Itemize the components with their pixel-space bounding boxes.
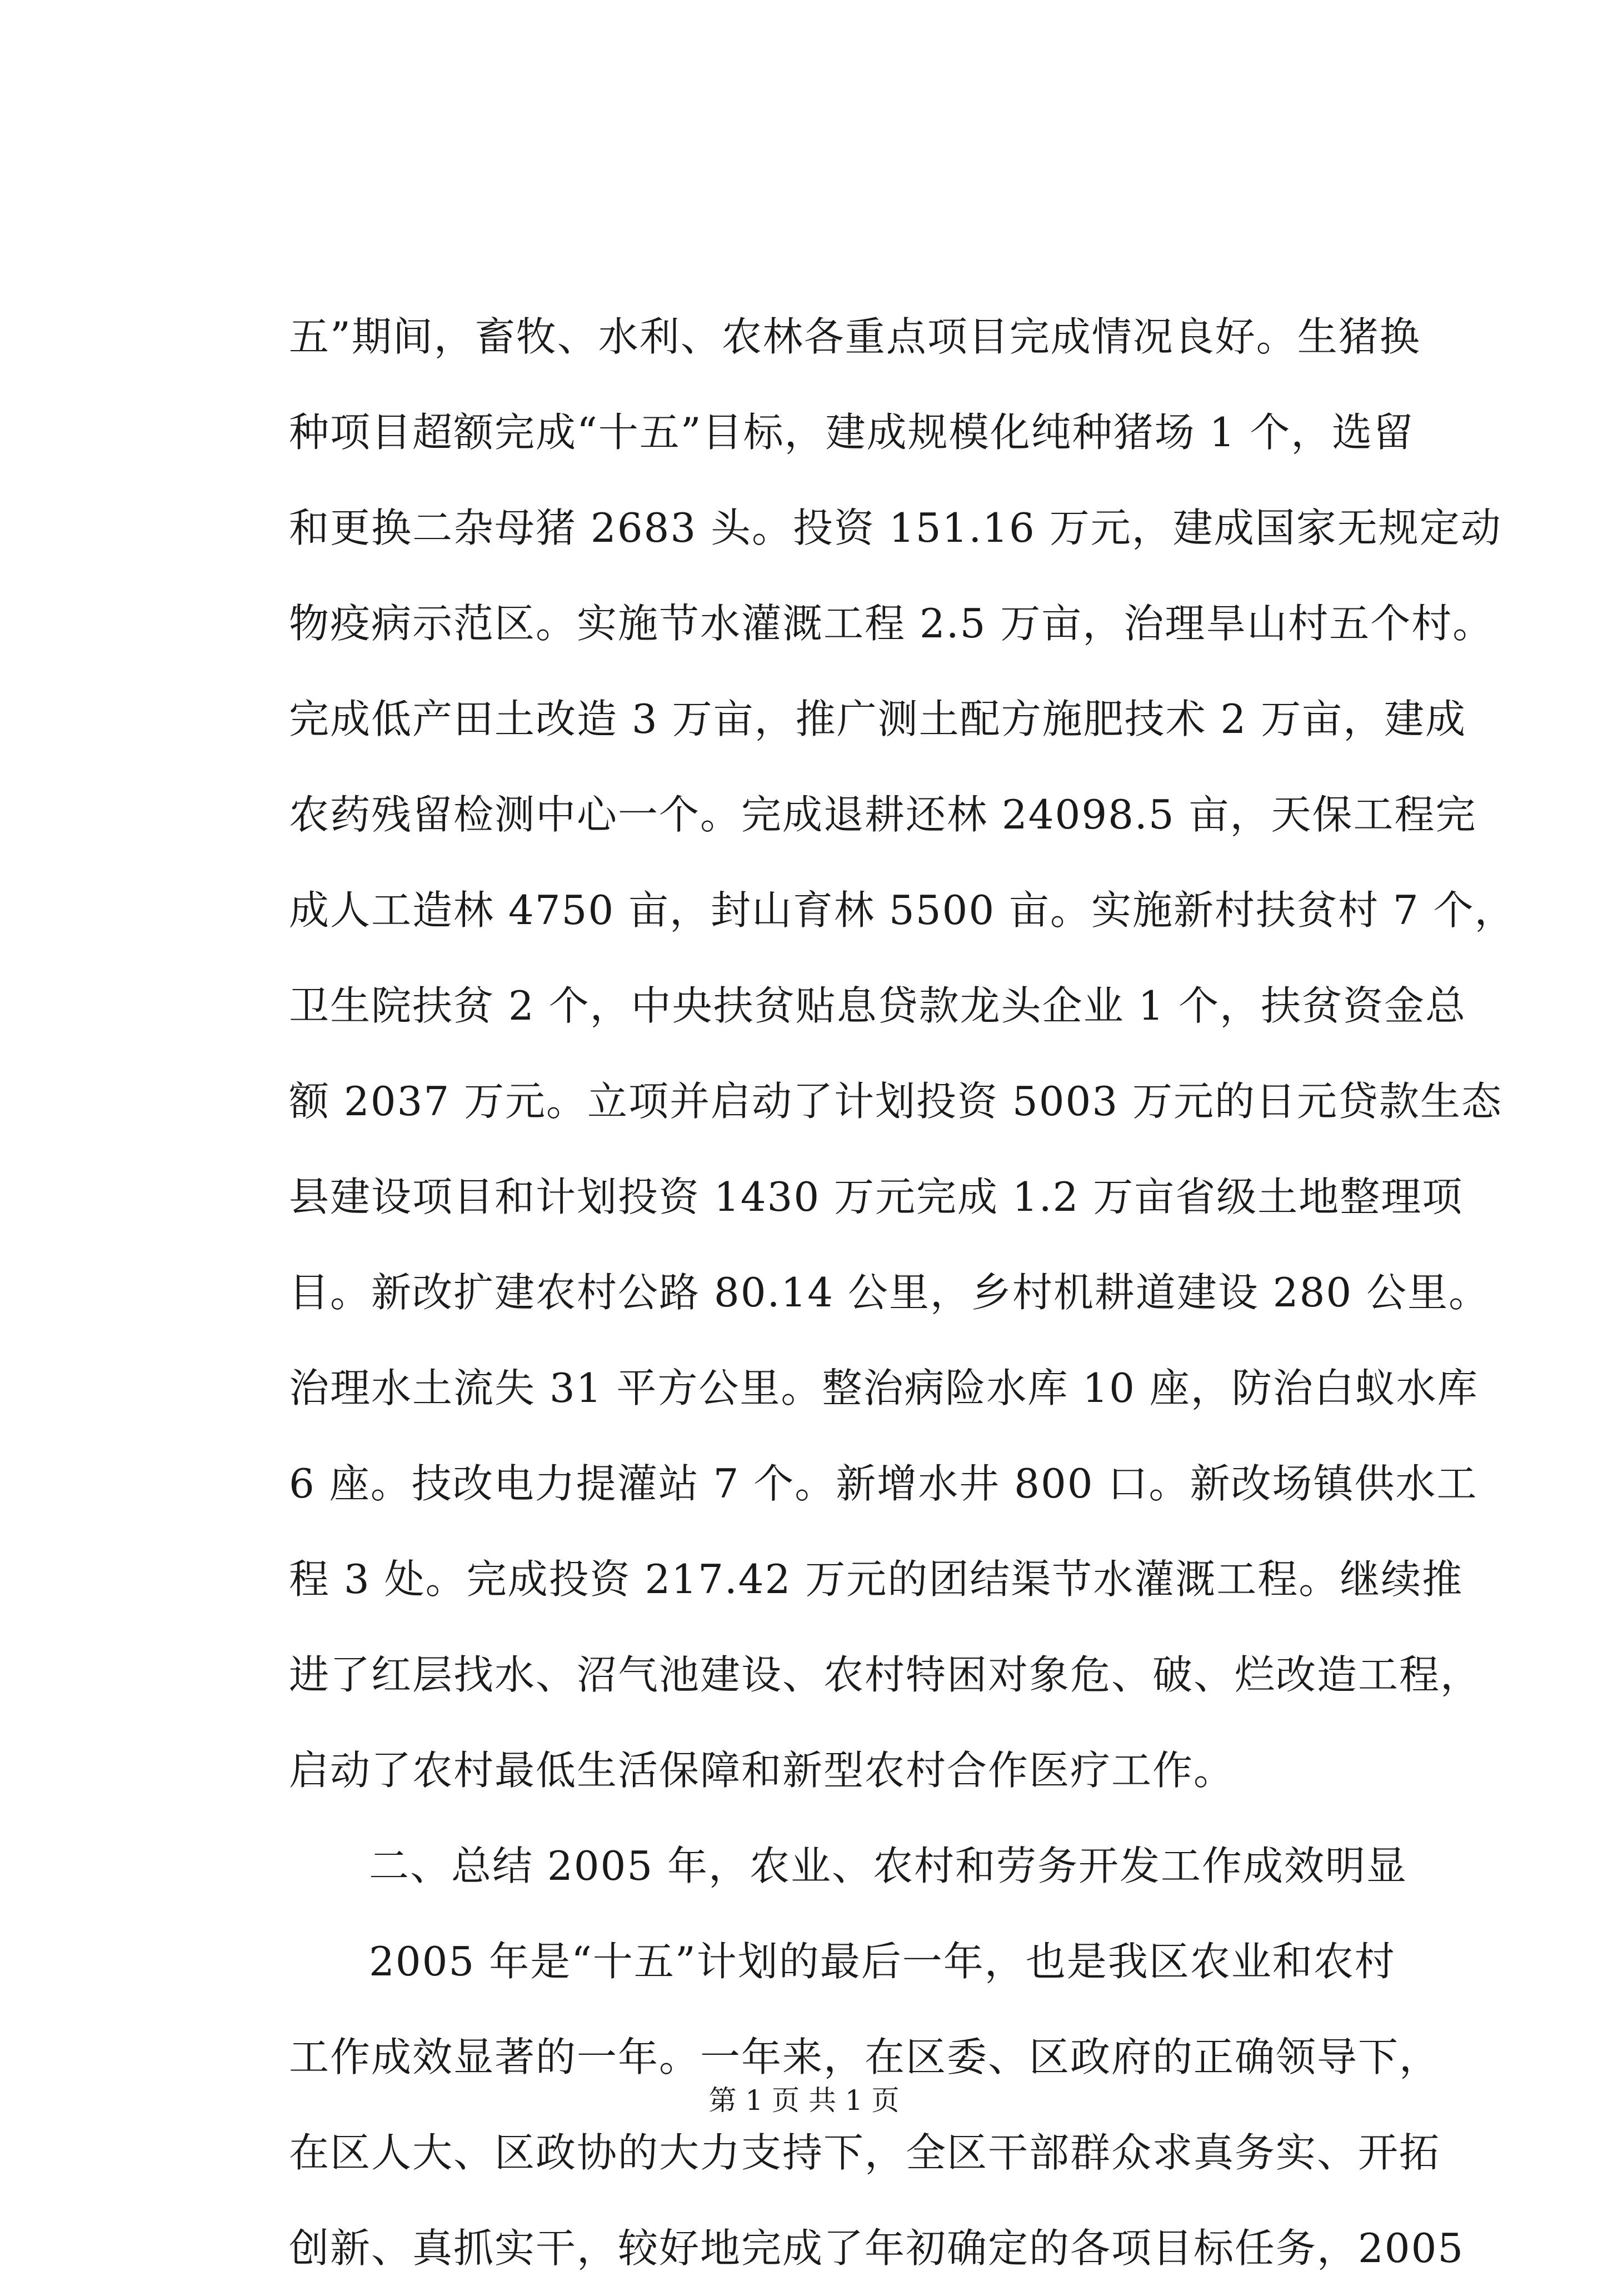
text-line: 目。新改扩建农村公路 80.14 公里，乡村机耕道建设 280 公里。 <box>289 1269 1490 1316</box>
text-line: 治理水土流失 31 平方公里。整治病险水库 10 座，防治白蚁水库 <box>289 1365 1479 1411</box>
text-line: 成人工造林 4750 亩，封山育林 5500 亩。实施新村扶贫村 7 个， <box>289 887 1516 934</box>
text-line: 农药残留检测中心一个。完成退耕还林 24098.5 亩，天保工程完 <box>289 791 1477 838</box>
text-line: 工作成效显著的一年。一年来，在区委、区政府的正确领导下， <box>289 2034 1441 2080</box>
text-line: 程 3 处。完成投资 217.42 万元的团结渠节水灌溉工程。继续推 <box>289 1556 1464 1603</box>
text-line: 县建设项目和计划投资 1430 万元完成 1.2 万亩省级土地整理项 <box>289 1174 1464 1220</box>
text-line: 卫生院扶贫 2 个，中央扶贫贴息贷款龙头企业 1 个，扶贫资金总 <box>289 982 1467 1029</box>
text-line: 物疫病示范区。实施节水灌溉工程 2.5 万亩，治理旱山村五个村。 <box>289 600 1494 647</box>
text-line: 在区人大、区政协的大力支持下，全区干部群众求真务实、开拓 <box>289 2129 1441 2176</box>
text-line: 五”期间，畜牧、水利、农林各重点项目完成情况良好。生猪换 <box>289 313 1421 360</box>
page-footer: 第 1 页 共 1 页 <box>708 2084 900 2117</box>
section-heading: 二、总结 2005 年，农业、农村和劳务开发工作成效明显 <box>369 1843 1408 1889</box>
text-line: 2005 年是“十五”计划的最后一年，也是我区农业和农村 <box>369 1938 1396 1985</box>
text-line: 创新、真抓实干，较好地完成了年初确定的各项目标任务，2005 <box>289 2225 1465 2272</box>
text-line: 6 座。技改电力提灌站 7 个。新增水井 800 口。新改场镇供水工 <box>289 1460 1478 1507</box>
text-line: 启动了农村最低生活保障和新型农村合作医疗工作。 <box>289 1747 1235 1794</box>
body-text <box>289 289 1516 2296</box>
text-line: 进了红层找水、沼气池建设、农村特困对象危、破、烂改造工程， <box>289 1651 1482 1698</box>
text-line: 完成低产田土改造 3 万亩，推广测土配方施肥技术 2 万亩，建成 <box>289 696 1467 742</box>
text-line: 种项目超额完成“十五”目标，建成规模化纯种猪场 1 个，选留 <box>289 409 1415 456</box>
text-line: 额 2037 万元。立项并启动了计划投资 5003 万元的日元贷款生态 <box>289 1078 1503 1125</box>
text-line: 和更换二杂母猪 2683 头。投资 151.16 万元，建成国家无规定动 <box>289 505 1502 551</box>
